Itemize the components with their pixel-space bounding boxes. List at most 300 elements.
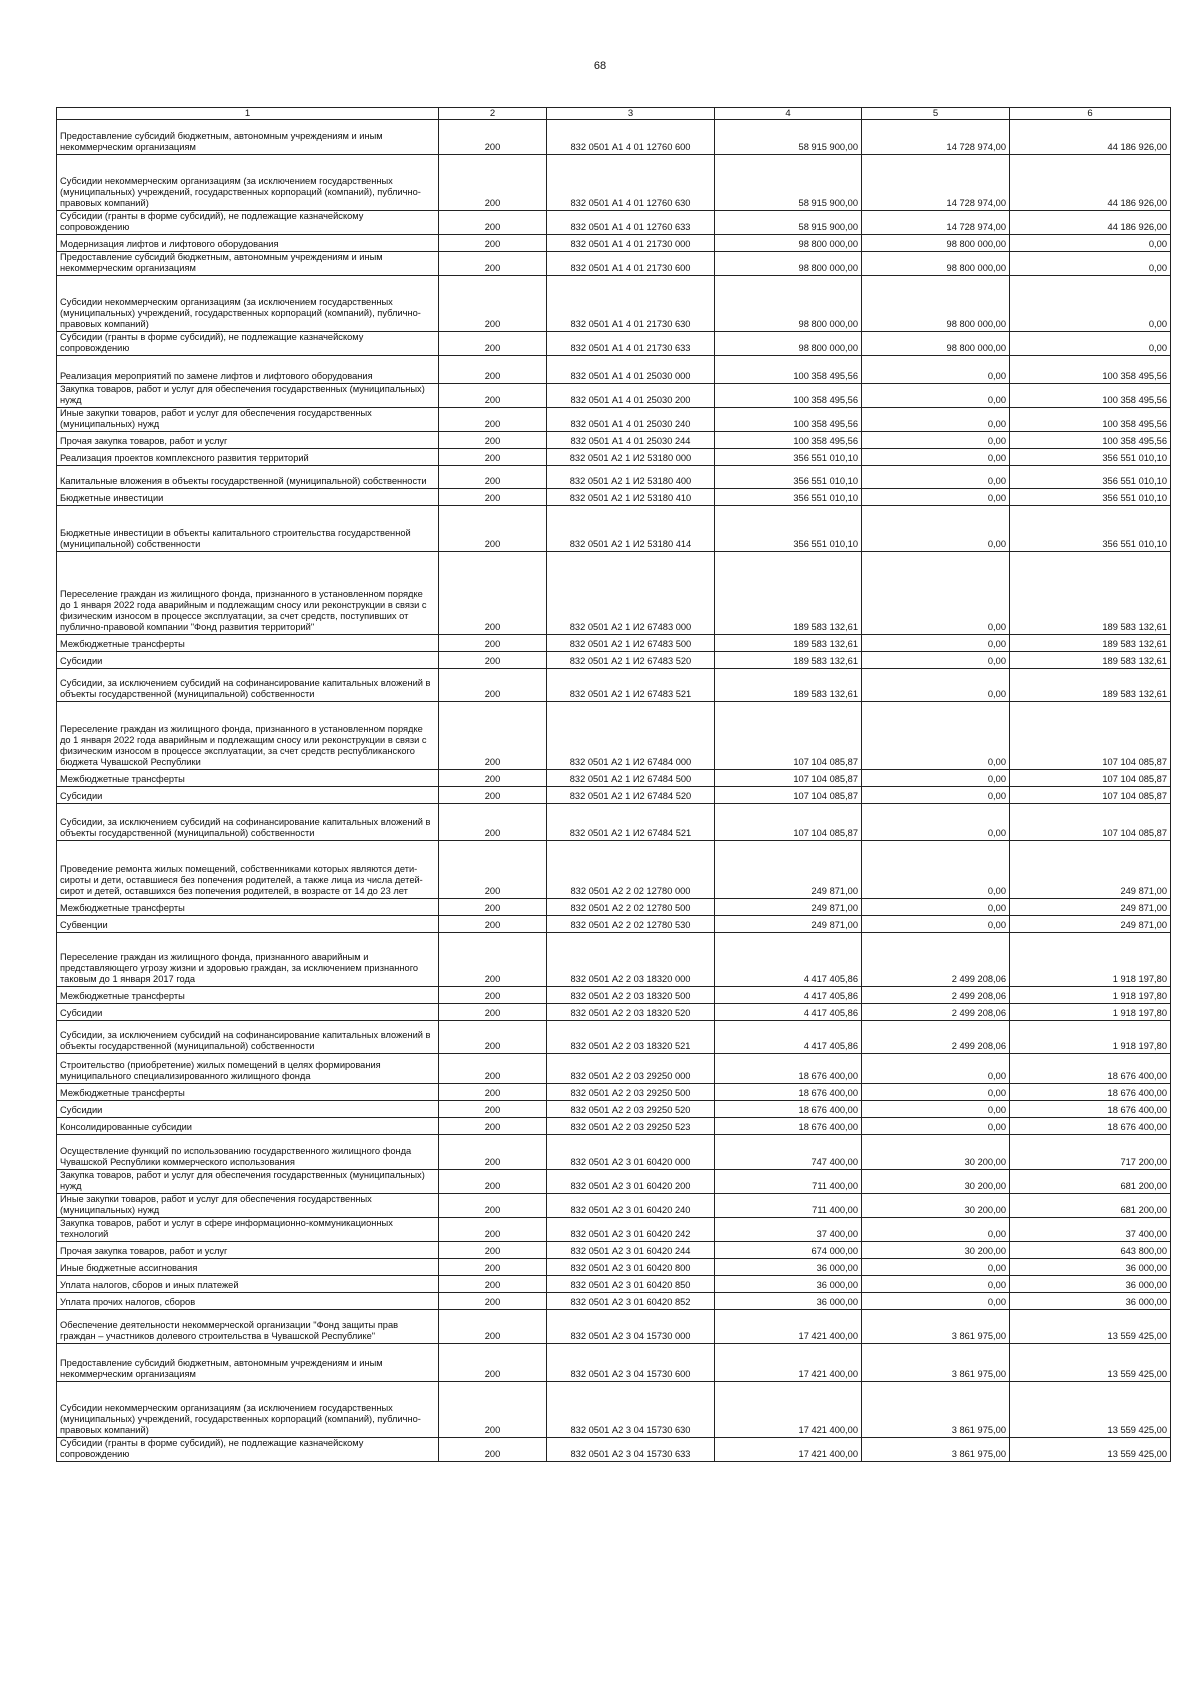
row-value-col4: 356 551 010,10 [715,466,862,489]
table-row [57,449,1171,466]
row-code: 832 0501 А2 2 03 18320 000 [547,933,715,987]
table-row [57,1218,1171,1242]
table-row [57,916,1171,933]
row-value-col5: 0,00 [862,384,1010,408]
row-value-col5: 0,00 [862,506,1010,552]
row-value-col6: 356 551 010,10 [1010,449,1171,466]
row-group: 200 [439,804,547,841]
table-row [57,669,1171,702]
table-row [57,804,1171,841]
table-row [57,1194,1171,1218]
row-name: Обеспечение деятельности некоммерческой организации "Фонд защиты прав граждан – участников долевого строительства в Чувашской Республике" [57,1310,439,1344]
row-code: 832 0501 А2 3 01 60420 850 [547,1276,715,1293]
row-name: Субсидии (гранты в форме субсидий), не подлежащие казначейскому сопровождению [57,332,439,356]
row-name: Субсидии [57,652,439,669]
row-value-col6: 356 551 010,10 [1010,489,1171,506]
row-value-col4: 98 800 000,00 [715,235,862,252]
row-value-col5: 0,00 [862,432,1010,449]
row-code: 832 0501 А2 2 03 18320 520 [547,1004,715,1021]
table-row [57,506,1171,552]
row-code: 832 0501 А2 1 И2 67484 500 [547,770,715,787]
row-code: 832 0501 А1 4 01 12760 633 [547,211,715,235]
row-value-col5: 0,00 [862,552,1010,635]
row-code: 832 0501 А2 3 01 60420 240 [547,1194,715,1218]
row-group: 200 [439,841,547,899]
row-value-col5: 0,00 [862,916,1010,933]
table-row [57,384,1171,408]
row-value-col5: 30 200,00 [862,1242,1010,1259]
row-code: 832 0501 А2 2 03 29250 500 [547,1084,715,1101]
row-value-col5: 30 200,00 [862,1194,1010,1218]
row-code: 832 0501 А2 2 02 12780 530 [547,916,715,933]
row-value-col5: 0,00 [862,702,1010,770]
table-row [57,1259,1171,1276]
table-row [57,432,1171,449]
row-value-col6: 36 000,00 [1010,1276,1171,1293]
row-value-col5: 0,00 [862,899,1010,916]
row-code: 832 0501 А2 1 И2 67484 520 [547,787,715,804]
row-group: 200 [439,635,547,652]
table-row [57,1054,1171,1084]
row-name: Бюджетные инвестиции в объекты капитального строительства государственной (муниципальной) собственности [57,506,439,552]
row-value-col5: 14 728 974,00 [862,211,1010,235]
row-value-col5: 3 861 975,00 [862,1438,1010,1462]
row-group: 200 [439,702,547,770]
row-code: 832 0501 А2 3 01 60420 000 [547,1135,715,1170]
row-group: 200 [439,1259,547,1276]
row-name: Предоставление субсидий бюджетным, автономным учреждениям и иным некоммерческим организациям [57,120,439,155]
row-name: Уплата прочих налогов, сборов [57,1293,439,1310]
row-value-col4: 356 551 010,10 [715,506,862,552]
row-value-col6: 189 583 132,61 [1010,552,1171,635]
row-name: Проведение ремонта жилых помещений, собственниками которых являются дети-сироты и дети, оставшиеся без попечения родителей, а также лица из числа детей-сирот и детей, оставшихся без попечения родителей, в возрасте от 14 до 23 лет [57,841,439,899]
row-value-col5: 0,00 [862,652,1010,669]
row-code: 832 0501 А1 4 01 25030 244 [547,432,715,449]
row-group: 200 [439,1276,547,1293]
row-group: 200 [439,1344,547,1382]
column-number-row [57,108,1171,120]
row-value-col6: 36 000,00 [1010,1293,1171,1310]
row-code: 832 0501 А2 1 И2 67484 000 [547,702,715,770]
row-name: Субвенции [57,916,439,933]
row-group: 200 [439,1382,547,1438]
row-code: 832 0501 А2 3 01 60420 852 [547,1293,715,1310]
row-value-col4: 356 551 010,10 [715,489,862,506]
row-value-col4: 18 676 400,00 [715,1118,862,1135]
row-value-col6: 107 104 085,87 [1010,787,1171,804]
row-name: Субсидии (гранты в форме субсидий), не подлежащие казначейскому сопровождению [57,211,439,235]
row-value-col4: 58 915 900,00 [715,120,862,155]
row-value-col6: 107 104 085,87 [1010,702,1171,770]
row-code: 832 0501 А2 3 04 15730 633 [547,1438,715,1462]
table-row [57,1084,1171,1101]
row-value-col4: 17 421 400,00 [715,1310,862,1344]
row-value-col6: 717 200,00 [1010,1135,1171,1170]
row-code: 832 0501 А2 3 01 60420 244 [547,1242,715,1259]
row-value-col6: 249 871,00 [1010,841,1171,899]
row-group: 200 [439,384,547,408]
table-row [57,841,1171,899]
row-code: 832 0501 А2 1 И2 67484 521 [547,804,715,841]
table-row [57,1382,1171,1438]
row-value-col6: 189 583 132,61 [1010,652,1171,669]
row-group: 200 [439,332,547,356]
row-name: Межбюджетные трансферты [57,635,439,652]
row-value-col5: 98 800 000,00 [862,332,1010,356]
row-code: 832 0501 А1 4 01 25030 200 [547,384,715,408]
row-value-col5: 0,00 [862,1218,1010,1242]
row-code: 832 0501 А2 1 И2 53180 410 [547,489,715,506]
row-group: 200 [439,356,547,384]
row-name: Прочая закупка товаров, работ и услуг [57,432,439,449]
row-code: 832 0501 А1 4 01 12760 630 [547,155,715,211]
row-value-col4: 17 421 400,00 [715,1382,862,1438]
row-value-col4: 4 417 405,86 [715,1021,862,1054]
row-value-col5: 0,00 [862,1259,1010,1276]
row-group: 200 [439,669,547,702]
table-row [57,899,1171,916]
row-value-col6: 0,00 [1010,252,1171,276]
table-row [57,652,1171,669]
row-value-col4: 249 871,00 [715,899,862,916]
row-value-col4: 17 421 400,00 [715,1438,862,1462]
row-group: 200 [439,1004,547,1021]
row-value-col5: 0,00 [862,1118,1010,1135]
row-group: 200 [439,770,547,787]
row-group: 200 [439,506,547,552]
row-value-col6: 44 186 926,00 [1010,155,1171,211]
row-value-col5: 0,00 [862,1054,1010,1084]
table-row [57,252,1171,276]
row-value-col5: 2 499 208,06 [862,933,1010,987]
row-value-col5: 0,00 [862,449,1010,466]
row-code: 832 0501 А2 1 И2 67483 000 [547,552,715,635]
column-header: 1 [57,108,439,120]
budget-table [56,107,1171,1462]
row-name: Закупка товаров, работ и услуг для обеспечения государственных (муниципальных) нужд [57,384,439,408]
table-row [57,1344,1171,1382]
row-value-col4: 189 583 132,61 [715,552,862,635]
row-group: 200 [439,276,547,332]
row-code: 832 0501 А1 4 01 21730 630 [547,276,715,332]
row-value-col6: 643 800,00 [1010,1242,1171,1259]
row-value-col5: 0,00 [862,1293,1010,1310]
row-group: 200 [439,552,547,635]
row-code: 832 0501 А2 2 03 18320 521 [547,1021,715,1054]
row-value-col4: 4 417 405,86 [715,933,862,987]
row-value-col5: 0,00 [862,356,1010,384]
row-value-col5: 0,00 [862,804,1010,841]
row-value-col5: 14 728 974,00 [862,155,1010,211]
row-value-col4: 100 358 495,56 [715,384,862,408]
column-header: 6 [1010,108,1171,120]
row-name: Межбюджетные трансферты [57,1084,439,1101]
row-value-col5: 3 861 975,00 [862,1310,1010,1344]
row-value-col6: 249 871,00 [1010,916,1171,933]
row-value-col6: 1 918 197,80 [1010,933,1171,987]
row-name: Реализация проектов комплексного развития территорий [57,449,439,466]
row-code: 832 0501 А2 3 01 60420 800 [547,1259,715,1276]
row-name: Прочая закупка товаров, работ и услуг [57,1242,439,1259]
row-group: 200 [439,432,547,449]
row-name: Переселение граждан из жилищного фонда, признанного в установленном порядке до 1 января 2022 года аварийным и подлежащим сносу или реконструкции в связи с физическим износом в процессе эксплуатации, за счет средств республиканского бюджета Чувашской Республики [57,702,439,770]
row-code: 832 0501 А2 1 И2 53180 000 [547,449,715,466]
row-code: 832 0501 А2 2 02 12780 000 [547,841,715,899]
table-body [57,120,1171,1462]
table-header [57,108,1171,120]
row-group: 200 [439,466,547,489]
table-row [57,1004,1171,1021]
column-header: 5 [862,108,1010,120]
row-name: Субсидии некоммерческим организациям (за исключением государственных (муниципальных) учреждений, государственных корпораций (компаний), публично-правовых компаний) [57,276,439,332]
table-row [57,356,1171,384]
table-row [57,466,1171,489]
row-group: 200 [439,1438,547,1462]
row-name: Субсидии (гранты в форме субсидий), не подлежащие казначейскому сопровождению [57,1438,439,1462]
row-name: Закупка товаров, работ и услуг для обеспечения государственных (муниципальных) нужд [57,1170,439,1194]
table-row [57,635,1171,652]
row-group: 200 [439,1118,547,1135]
row-value-col5: 0,00 [862,770,1010,787]
row-group: 200 [439,489,547,506]
row-value-col4: 100 358 495,56 [715,432,862,449]
row-name: Бюджетные инвестиции [57,489,439,506]
row-value-col6: 100 358 495,56 [1010,356,1171,384]
row-value-col6: 1 918 197,80 [1010,1004,1171,1021]
row-value-col4: 189 583 132,61 [715,652,862,669]
row-value-col4: 674 000,00 [715,1242,862,1259]
row-code: 832 0501 А2 3 04 15730 630 [547,1382,715,1438]
row-value-col4: 107 104 085,87 [715,787,862,804]
row-name: Консолидированные субсидии [57,1118,439,1135]
row-value-col4: 4 417 405,86 [715,1004,862,1021]
row-value-col5: 3 861 975,00 [862,1344,1010,1382]
column-header: 4 [715,108,862,120]
table-row [57,1021,1171,1054]
row-group: 200 [439,1054,547,1084]
row-value-col5: 0,00 [862,1101,1010,1118]
row-value-col4: 37 400,00 [715,1218,862,1242]
table-row [57,211,1171,235]
row-name: Субсидии, за исключением субсидий на софинансирование капитальных вложений в объекты государственной (муниципальной) собственности [57,669,439,702]
row-group: 200 [439,1021,547,1054]
row-name: Капитальные вложения в объекты государственной (муниципальной) собственности [57,466,439,489]
row-name: Реализация мероприятий по замене лифтов и лифтового оборудования [57,356,439,384]
row-name: Предоставление субсидий бюджетным, автономным учреждениям и иным некоммерческим организациям [57,252,439,276]
row-group: 200 [439,933,547,987]
row-name: Межбюджетные трансферты [57,770,439,787]
row-value-col6: 13 559 425,00 [1010,1344,1171,1382]
row-value-col6: 44 186 926,00 [1010,211,1171,235]
row-value-col4: 100 358 495,56 [715,408,862,432]
row-group: 200 [439,1293,547,1310]
row-value-col4: 98 800 000,00 [715,332,862,356]
row-name: Осуществление функций по использованию государственного жилищного фонда Чувашской Республики коммерческого использования [57,1135,439,1170]
table-row [57,1438,1171,1462]
table-row [57,1293,1171,1310]
row-code: 832 0501 А2 1 И2 53180 400 [547,466,715,489]
row-code: 832 0501 А2 3 01 60420 242 [547,1218,715,1242]
row-value-col4: 98 800 000,00 [715,276,862,332]
row-code: 832 0501 А2 3 04 15730 600 [547,1344,715,1382]
row-value-col5: 0,00 [862,669,1010,702]
row-code: 832 0501 А2 2 03 18320 500 [547,987,715,1004]
row-code: 832 0501 А1 4 01 21730 000 [547,235,715,252]
row-code: 832 0501 А1 4 01 21730 633 [547,332,715,356]
table-row [57,1242,1171,1259]
row-value-col6: 44 186 926,00 [1010,120,1171,155]
table-row [57,1310,1171,1344]
row-value-col4: 4 417 405,86 [715,987,862,1004]
row-value-col6: 18 676 400,00 [1010,1101,1171,1118]
row-group: 200 [439,235,547,252]
row-value-col5: 98 800 000,00 [862,235,1010,252]
row-value-col5: 0,00 [862,408,1010,432]
row-name: Переселение граждан из жилищного фонда, признанного аварийным и представляющего угрозу жизни и здоровью граждан, за исключением признанного таковым до 1 января 2017 года [57,933,439,987]
row-name: Строительство (приобретение) жилых помещений в целях формирования муниципального специализированного жилищного фонда [57,1054,439,1084]
row-value-col4: 18 676 400,00 [715,1101,862,1118]
row-value-col6: 1 918 197,80 [1010,1021,1171,1054]
table-row [57,1276,1171,1293]
row-value-col6: 356 551 010,10 [1010,466,1171,489]
row-value-col6: 36 000,00 [1010,1259,1171,1276]
row-code: 832 0501 А2 1 И2 67483 500 [547,635,715,652]
row-value-col4: 356 551 010,10 [715,449,862,466]
row-value-col6: 249 871,00 [1010,899,1171,916]
row-value-col5: 0,00 [862,1084,1010,1101]
row-value-col6: 0,00 [1010,235,1171,252]
row-value-col6: 100 358 495,56 [1010,384,1171,408]
row-group: 200 [439,408,547,432]
row-code: 832 0501 А1 4 01 12760 600 [547,120,715,155]
row-value-col6: 1 918 197,80 [1010,987,1171,1004]
row-group: 200 [439,1194,547,1218]
row-group: 200 [439,155,547,211]
row-value-col4: 249 871,00 [715,841,862,899]
table-row [57,235,1171,252]
row-code: 832 0501 А2 1 И2 67483 520 [547,652,715,669]
row-value-col5: 0,00 [862,1276,1010,1293]
row-name: Иные закупки товаров, работ и услуг для обеспечения государственных (муниципальных) нужд [57,408,439,432]
table-row [57,702,1171,770]
row-code: 832 0501 А2 2 03 29250 000 [547,1054,715,1084]
row-code: 832 0501 А2 1 И2 67483 521 [547,669,715,702]
row-value-col4: 18 676 400,00 [715,1054,862,1084]
column-header: 2 [439,108,547,120]
row-name: Субсидии [57,1004,439,1021]
row-group: 200 [439,211,547,235]
row-name: Переселение граждан из жилищного фонда, признанного в установленном порядке до 1 января 2022 года аварийным и подлежащим сносу или реконструкции в связи с физическим износом в процессе эксплуатации, за счет средств, поступивших от публично-правовой компании "Фонд развития территорий" [57,552,439,635]
row-value-col6: 107 104 085,87 [1010,804,1171,841]
row-value-col6: 189 583 132,61 [1010,635,1171,652]
row-value-col5: 2 499 208,06 [862,987,1010,1004]
row-value-col5: 98 800 000,00 [862,252,1010,276]
row-value-col4: 711 400,00 [715,1170,862,1194]
row-name: Межбюджетные трансферты [57,899,439,916]
row-name: Предоставление субсидий бюджетным, автономным учреждениям и иным некоммерческим организациям [57,1344,439,1382]
table-row [57,408,1171,432]
row-name: Субсидии некоммерческим организациям (за исключением государственных (муниципальных) учреждений, государственных корпораций (компаний), публично-правовых компаний) [57,1382,439,1438]
row-name: Модернизация лифтов и лифтового оборудования [57,235,439,252]
row-group: 200 [439,1170,547,1194]
row-name: Иные закупки товаров, работ и услуг для обеспечения государственных (муниципальных) нужд [57,1194,439,1218]
row-value-col6: 13 559 425,00 [1010,1382,1171,1438]
row-value-col6: 100 358 495,56 [1010,408,1171,432]
row-value-col6: 37 400,00 [1010,1218,1171,1242]
row-value-col4: 36 000,00 [715,1259,862,1276]
row-value-col6: 18 676 400,00 [1010,1054,1171,1084]
row-value-col6: 100 358 495,56 [1010,432,1171,449]
row-value-col4: 18 676 400,00 [715,1084,862,1101]
row-group: 200 [439,1218,547,1242]
row-value-col4: 36 000,00 [715,1276,862,1293]
row-name: Уплата налогов, сборов и иных платежей [57,1276,439,1293]
row-code: 832 0501 А2 2 02 12780 500 [547,899,715,916]
row-value-col4: 249 871,00 [715,916,862,933]
row-value-col5: 0,00 [862,466,1010,489]
row-value-col6: 13 559 425,00 [1010,1438,1171,1462]
row-name: Субсидии, за исключением субсидий на софинансирование капитальных вложений в объекты государственной (муниципальной) собственности [57,804,439,841]
row-code: 832 0501 А2 1 И2 53180 414 [547,506,715,552]
table-row [57,770,1171,787]
row-code: 832 0501 А2 3 04 15730 000 [547,1310,715,1344]
row-value-col4: 711 400,00 [715,1194,862,1218]
page-number: 68 [593,60,607,72]
row-name: Закупка товаров, работ и услуг в сфере информационно-коммуникационных технологий [57,1218,439,1242]
table-row [57,1135,1171,1170]
row-value-col5: 0,00 [862,635,1010,652]
row-value-col6: 189 583 132,61 [1010,669,1171,702]
row-value-col5: 2 499 208,06 [862,1004,1010,1021]
row-value-col6: 107 104 085,87 [1010,770,1171,787]
row-group: 200 [439,1310,547,1344]
row-value-col5: 0,00 [862,787,1010,804]
row-value-col5: 0,00 [862,841,1010,899]
row-name: Межбюджетные трансферты [57,987,439,1004]
row-group: 200 [439,1242,547,1259]
table-row [57,276,1171,332]
row-value-col4: 36 000,00 [715,1293,862,1310]
row-value-col6: 18 676 400,00 [1010,1084,1171,1101]
row-value-col4: 189 583 132,61 [715,669,862,702]
row-value-col4: 17 421 400,00 [715,1344,862,1382]
table-row [57,1101,1171,1118]
row-name: Субсидии, за исключением субсидий на софинансирование капитальных вложений в объекты государственной (муниципальной) собственности [57,1021,439,1054]
row-value-col5: 98 800 000,00 [862,276,1010,332]
row-value-col6: 681 200,00 [1010,1194,1171,1218]
row-value-col6: 356 551 010,10 [1010,506,1171,552]
row-name: Субсидии [57,1101,439,1118]
row-value-col5: 2 499 208,06 [862,1021,1010,1054]
row-group: 200 [439,787,547,804]
row-value-col6: 0,00 [1010,332,1171,356]
row-code: 832 0501 А2 3 01 60420 200 [547,1170,715,1194]
row-value-col5: 30 200,00 [862,1170,1010,1194]
table-row [57,1118,1171,1135]
row-group: 200 [439,1084,547,1101]
row-group: 200 [439,449,547,466]
row-value-col6: 13 559 425,00 [1010,1310,1171,1344]
row-code: 832 0501 А2 2 03 29250 520 [547,1101,715,1118]
row-name: Иные бюджетные ассигнования [57,1259,439,1276]
row-value-col5: 30 200,00 [862,1135,1010,1170]
row-group: 200 [439,120,547,155]
table-row [57,933,1171,987]
row-value-col5: 14 728 974,00 [862,120,1010,155]
row-name: Субсидии [57,787,439,804]
row-code: 832 0501 А1 4 01 25030 240 [547,408,715,432]
table-row [57,1170,1171,1194]
